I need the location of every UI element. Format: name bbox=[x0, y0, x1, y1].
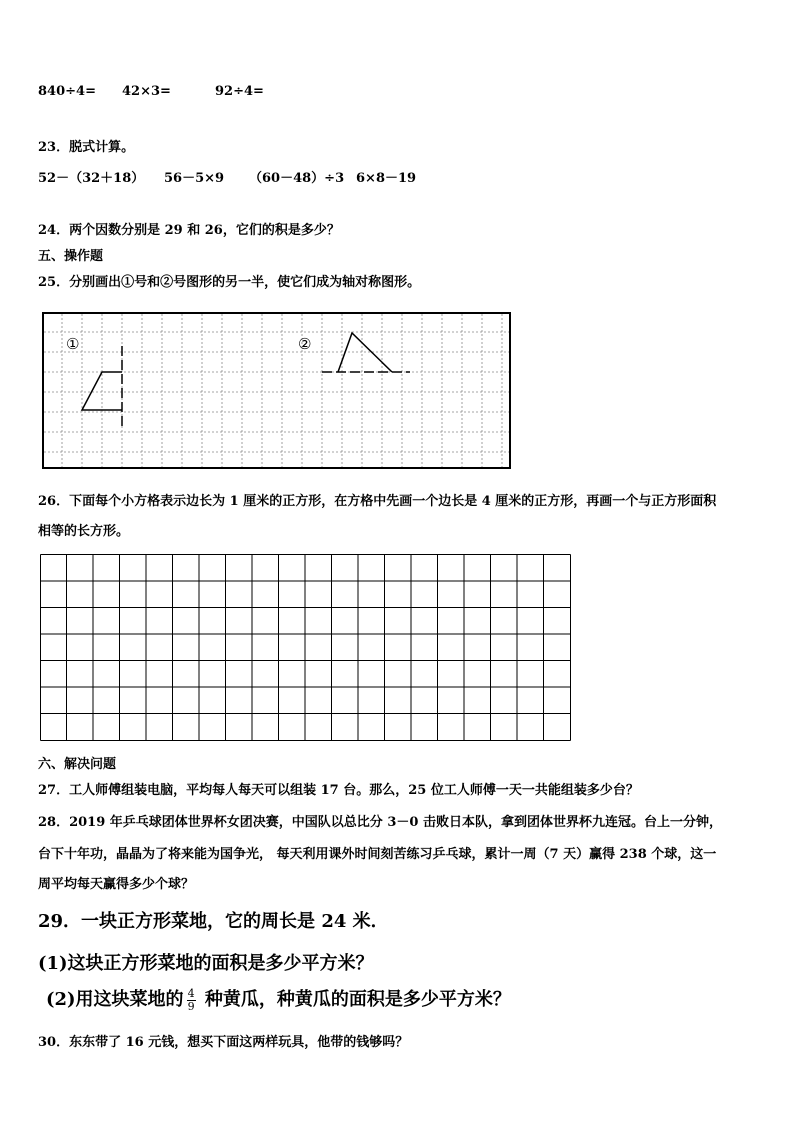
q22-calc-row bbox=[38, 84, 264, 99]
q26-line2: 相等的长方形。 bbox=[38, 524, 130, 539]
q28-line3: 周平均每天赢得多少个球？ bbox=[38, 877, 195, 892]
calc-item: 92÷4= bbox=[215, 84, 264, 99]
label-2: ② bbox=[298, 335, 312, 353]
section6-heading: 六、解决问题 bbox=[38, 757, 117, 772]
q29-part2-pre: (2)用这块菜地的 bbox=[46, 989, 184, 1010]
calc-item: 52－（32＋18） bbox=[38, 171, 145, 186]
label-1: ① bbox=[66, 335, 80, 353]
calc-item: （60－48）÷3 bbox=[249, 171, 345, 186]
fraction-denominator: 9 bbox=[187, 999, 195, 1013]
q28-line2: 台下十年功，晶晶为了将来能为国争光， 每天利用课外时间刻苦练习乒乓球，累计一周（7 天）赢得 238 个球，这一 bbox=[38, 847, 717, 862]
fraction-numerator: 4 bbox=[187, 986, 195, 1000]
q26-square-grid bbox=[40, 554, 572, 742]
q25-grid-figure bbox=[42, 312, 511, 469]
q25-text: 25．分别画出①号和②号图形的另一半，使它们成为轴对称图形。 bbox=[38, 275, 421, 290]
q29-title: 29．一块正方形菜地，它的周长是 24 米． bbox=[38, 911, 389, 932]
q23-title: 23．脱式计算。 bbox=[38, 140, 135, 155]
fraction-four-ninths bbox=[187, 988, 196, 1013]
calc-item: 42×3= bbox=[122, 84, 171, 99]
q26-line1: 26．下面每个小方格表示边长为 1 厘米的正方形，在方格中先画一个边长是 4 厘米的正方形，再画一个与正方形面积 bbox=[38, 494, 717, 509]
section5-heading: 五、操作题 bbox=[38, 249, 104, 264]
shape-2-half bbox=[338, 333, 392, 372]
q29-part2 bbox=[46, 985, 511, 1013]
q27-text: 27．工人师傅组装电脑，平均每人每天可以组装 17 台。那么，25 位工人师傅一天一共能组装多少台？ bbox=[38, 783, 639, 798]
q24-text: 24．两个因数分别是 29 和 26，它们的积是多少？ bbox=[38, 223, 340, 238]
q23-calc-row bbox=[38, 167, 416, 186]
q29-part1: (1)这块正方形菜地的面积是多少平方米？ bbox=[38, 953, 374, 974]
q28-line1: 28．2019 年乒乓球团体世界杯女团决赛，中国队以总比分 3－0 击败日本队，拿到团体世界杯九连冠。台上一分钟， bbox=[38, 815, 722, 830]
q30-text: 30．东东带了 16 元钱，想买下面这两样玩具，他带的钱够吗？ bbox=[38, 1035, 409, 1050]
calc-item: 6×8－19 bbox=[356, 171, 417, 186]
q29-part2-post: 种黄瓜，种黄瓜的面积是多少平方米？ bbox=[198, 989, 511, 1010]
calc-item: 56－5×9 bbox=[164, 171, 225, 186]
calc-item: 840÷4= bbox=[38, 84, 96, 99]
